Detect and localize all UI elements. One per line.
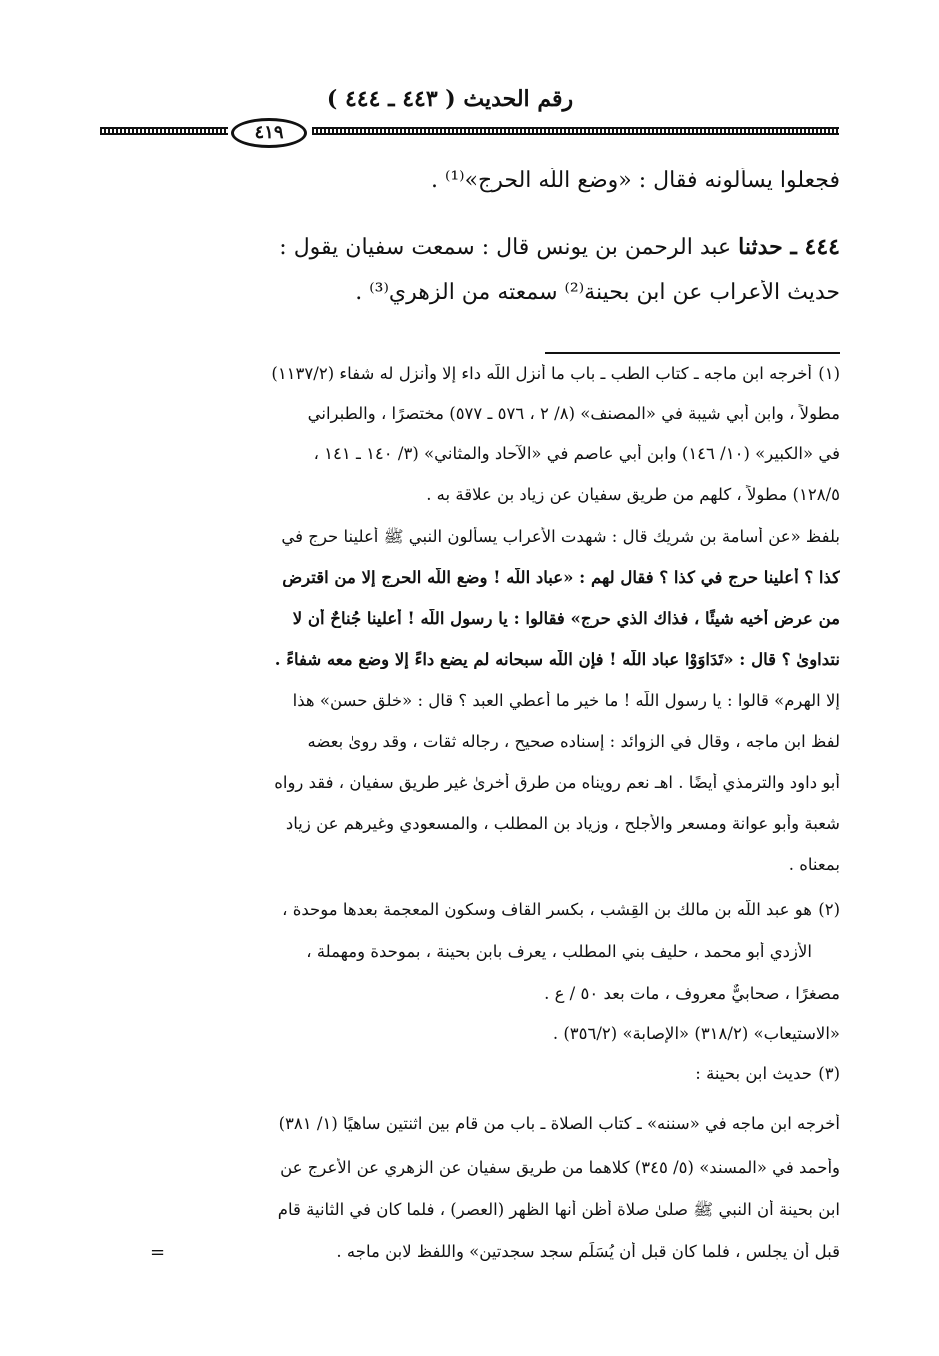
fn2-line — [100, 1024, 840, 1043]
fn1-line — [100, 732, 840, 751]
fn1-text: في «الكبير» (١٠/ ١٤٦) وابن أبي عاصم في «الآحاد والمثاني» (٣/ ١٤٠ ـ ١٤١ ، — [313, 444, 840, 463]
main-text — [100, 168, 840, 328]
main-line-2-text: عبد الرحمن بن يونس قال : سمعت سفيان يقول : — [279, 235, 732, 260]
page-number: ٤١٩ — [231, 118, 307, 148]
fn1-text: من عرض أخيه شيئًا ، فذاك الذي حرج» فقالوا : يا رسول اللَّه ! أعلينا جُناحٌ أن لا — [292, 609, 840, 628]
fn1-text: بلفظ «عن أسامة بن شريك قال : شهدت الأعراب يسألون النبي ﷺ أعلينا حرج في — [281, 527, 840, 546]
main-line-1-text: فجعلوا يسألونه فقال : «وضع اللَّه الحرج»⁽¹⁾ . — [430, 168, 840, 193]
fn1-line — [100, 609, 840, 628]
fn3-text: ابن بحينة أن النبي ﷺ صلىٰ صلاة أظن أنها الظهر (العصر) ، فلما كان في الثانية قام — [277, 1200, 840, 1219]
fn2-marker: (٢) — [818, 900, 840, 919]
fn1-text: بمعناه . — [788, 855, 840, 874]
fn1-line — [100, 404, 840, 423]
fn3-text: وأحمد في «المسند» (٥/ ٣٤٥) كلاهما من طريق سفيان عن الزهري عن الأعرج عن — [280, 1158, 840, 1177]
fn2-line — [100, 900, 840, 919]
fn1-line — [100, 364, 840, 383]
fn1-line — [100, 691, 840, 710]
fn1-line — [100, 527, 840, 551]
fn3-title: حديث ابن بحينة : — [695, 1064, 812, 1083]
fn3-title-line — [100, 1064, 840, 1083]
header-rule-left — [100, 127, 228, 135]
running-title: رقم الحديث ( ٤٤٣ ـ ٤٤٤ ) — [326, 86, 574, 112]
fn1-text: أبو داود والترمذي أيضًا . اهـ نعم رويناه من طرق أخرىٰ غير طريق سفيان ، فقد رواه — [274, 773, 840, 792]
fn1-text: إلا الهرم» قالوا : يا رسول اللَّه ! ما خير ما أُعطي العبد ؟ قال : «خلق حسن» هذا — [292, 691, 840, 710]
fn1-line — [100, 444, 840, 463]
fn2-text: الأزدي أبو محمد ، حليف بني المطلب ، يعرف بابن بحينة ، بموحدة ومهملة ، — [306, 942, 812, 961]
fn1-text: ١٢٨/٥) مطولاً ، كلهم من طريق سفيان عن زياد بن علاقة به . — [426, 485, 840, 504]
fn2-line — [100, 942, 840, 961]
footnote-separator — [545, 352, 840, 354]
hadith-number: ٤٤٤ ـ حدثنا — [738, 234, 840, 260]
fn1-text: مطولاً ، وابن أبي شيبة في «المصنف» (٨/ ٢ ، ٥٧٦ ـ ٥٧٧) مختصرًا ، والطبراني — [307, 404, 840, 423]
fn2-line — [100, 984, 840, 1003]
fn3-line — [100, 1242, 840, 1261]
fn1-text: نتداوىٰ ؟ قال : «تَدَاوَوْا عباد اللَّه ! فإن اللَّه سبحانه لم يضع داءً إلا وضع معه شفاءً . — [274, 650, 840, 669]
fn1-marker: (١) — [818, 364, 840, 383]
fn1-line — [100, 814, 840, 833]
fn1-line — [100, 650, 840, 669]
fn3-text: أخرجه ابن ماجه في «سننه» ـ كتاب الصلاة ـ باب من قام بين اثنتين ساهيًا (١/ ٣٨١) — [278, 1114, 840, 1133]
continuation-mark: = — [150, 1242, 166, 1263]
fn1-line — [100, 485, 840, 504]
fn1-text: أخرجه ابن ماجه ـ كتاب الطب ـ باب ما أنزل اللَّه داء إلا وأنزل له شفاء (١١٣٧/٢) — [271, 364, 812, 383]
fn3-line — [100, 1114, 840, 1133]
main-line-2 — [100, 234, 840, 260]
main-line-1 — [100, 168, 840, 193]
fn2-text: مصغرًا ، صحابيٌّ معروف ، مات بعد ٥٠ / ع . — [544, 984, 840, 1003]
fn3-line — [100, 1200, 840, 1224]
fn1-text: لفظ ابن ماجه ، وقال في الزوائد : إسناده صحيح ، رجاله ثقات ، وقد روىٰ بعضه — [307, 732, 840, 751]
main-line-3-text: حديث الأعراب عن ابن بحينة⁽²⁾ سمعته من الزهري⁽³⁾ . — [355, 280, 840, 305]
main-line-3 — [100, 280, 840, 305]
fn1-line — [100, 855, 840, 874]
fn1-text: كذا ؟ أعلينا حرج في كذا ؟ فقال لهم : «عباد اللَّه ! وضع اللَّه الحرج إلا من اقترض — [282, 568, 840, 587]
fn2-text: «الاستيعاب» (٣١٨/٢) «الإصابة» (٣٥٦/٢) . — [552, 1024, 840, 1043]
fn3-marker: (٣) — [818, 1064, 840, 1083]
fn1-text: شعبة وأبو عوانة ومسعر والأجلح ، وزياد بن المطلب ، والمسعودي وغيرهم عن زياد — [285, 814, 840, 833]
fn1-line — [100, 568, 840, 587]
fn1-line — [100, 773, 840, 792]
header-rule-right — [312, 127, 839, 135]
fn3-line — [100, 1158, 840, 1177]
fn2-text: هو عبد اللَّه بن مالك بن القِشب ، بكسر القاف وسكون المعجمة بعدها موحدة ، — [282, 900, 812, 919]
fn3-text: قبل أن يجلس ، فلما كان قبل أن يُسَلِّم سجد سجدتين» واللفظ لابن ماجه . — [336, 1242, 840, 1261]
